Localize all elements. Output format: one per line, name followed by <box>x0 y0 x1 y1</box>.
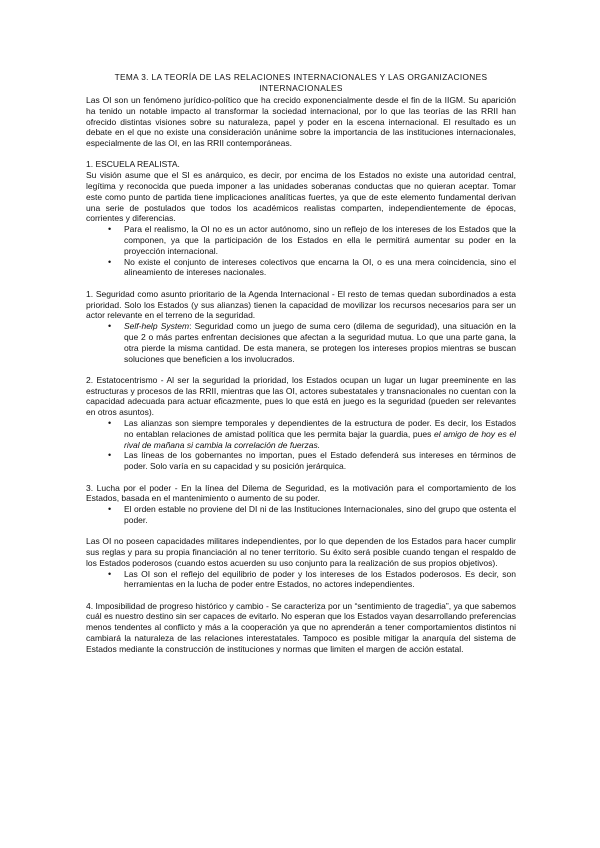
list-item: • Las OI son el reflejo del equilibrio de poder y los intereses de los Estados poderosos. Es decir, son herramientas en la lucha de poder entre Estados, no actores independientes. <box>124 569 516 591</box>
list-item <box>124 418 516 450</box>
point-1-bullet-list <box>86 321 516 364</box>
list-item: • El orden estable no proviene del DI ni de las Instituciones Internacionales, sino del grupo que ostenta el poder. <box>124 504 516 526</box>
self-help-description: : Seguridad como un juego de suma cero (dilema de seguridad), una situación en la que 2 o más partes enfrentan decisiones que afectan a la seguridad mutua. Lo que una parte gana, la otra pierde la misma cantidad. De esta manera, se protegen los intereses propios mientras se buscan soluciones que beneficien a los involucrados. <box>124 321 517 364</box>
point-2-bullet-list <box>86 418 516 472</box>
realism-paragraph: Su visión asume que el SI es anárquico, es decir, por encima de los Estados no existe una autoridad central, legítima y reconocida que pueda imponer a las unidades soberanas conductas que no quieran aceptar. Tomar este como punto de partida tiene implicaciones analíticas fuertes, ya que de este elemento fundamental derivan una serie de postulados que todos los académicos realistas comparten, independientemente de épocas, corrientes y diferencias. <box>86 170 516 224</box>
oi-paragraph: Las OI no poseen capacidades militares independientes, por lo que dependen de los Estados para hacer cumplir sus reglas y para su propia financiación al no tener territorio. Su éxito será posible cuando tengan el respaldo de los Estados poderosos (cuando estos acuerden su uso conjunto para la realización de sus propios objetivos). <box>86 536 516 568</box>
point-3-bullet-list <box>86 504 516 526</box>
point-3-paragraph: 3. Lucha por el poder - En la línea del Dilema de Seguridad, es la motivación para el comportamiento de los Estados, basada en el mantenimiento o aumento de su poder. <box>86 482 516 504</box>
page-title: TEMA 3. LA TEORÍA DE LAS RELACIONES INTERNACIONALES Y LAS ORGANIZACIONES INTERNACIONALES <box>114 72 488 93</box>
point-2-paragraph: 2. Estatocentrismo - Al ser la seguridad la prioridad, los Estados ocupan un lugar un lugar preeminente en las estructuras y procesos de las RRII, mientras que las OI, actores subestatales y transnacionales no cuentan con la capacidad adecuada para actuar eficazmente, pues lo que está en juego es la seguridad (pueden ser relevantes en otros asuntos). <box>86 374 516 418</box>
list-item: • Las líneas de los gobernantes no importan, pues el Estado defenderá sus intereses en términos de poder. Solo varía en su capacidad y su posición jerárquica. <box>124 450 516 472</box>
point-4-paragraph: 4. Imposibilidad de progreso histórico y cambio - Se caracteriza por un “sentimiento de tragedia”, ya que sabemos cuál es nuestro destino sin ser capaces de evitarlo. No esperan que los Estados vayan desarrollando preferencias menos tendentes al conflicto y más a la cooperación ya que no aprenderán a tener comportamientos distintos ni cambiará la naturaleza de las relaciones interestatales. Tampoco es posible mitigar la anarquía del sistema de Estados mediante la construcción de instituciones y normas que limiten el margen de acción estatal. <box>86 600 516 654</box>
self-help-term: Self-help System <box>124 321 190 332</box>
oi-bullet-list <box>86 569 516 591</box>
point-1-paragraph: 1. Seguridad como asunto prioritario de la Agenda Internacional - El resto de temas quedan subordinados a esta prioridad. Solo los Estados (y sus alianzas) tienen la capacidad de movilizar los recursos necesarios para ser un actor relevante en el terreno de la seguridad. <box>86 288 516 321</box>
list-item <box>124 321 516 364</box>
alliances-text: Las alianzas son siempre temporales y dependientes de la estructura de poder. Es decir, los Estados no entablan relaciones de amistad política que les permita bajar la guardia, pues <box>124 418 516 439</box>
list-item: • No existe el conjunto de intereses colectivos que encarna la OI, o es una mera coincidencia, sino el alineamiento de intereses nacionales. <box>124 257 516 279</box>
realism-bullet-list <box>86 224 516 278</box>
intro-paragraph: Las OI son un fenómeno jurídico-político que ha crecido exponencialmente desde el fin de la IIGM. Su aparición ha tenido un notable impacto al transformar la sociedad internacional, por lo que las teorías de las RRII han ofrecido distintas visiones sobre su naturaleza, papel y poder en la escena internacional. El resultado es un debate en el que no existe una consideración unánime sobre la importancia de las instituciones internacionales, especialmente de las OI, en las RRII contemporáneas. <box>86 95 516 149</box>
list-item: • Para el realismo, la OI no es un actor autónomo, sino un reflejo de los intereses de los Estados que la componen, ya que la participación de los Estados en ella le permitirá aumentar su poder en la proyección internacional. <box>124 224 516 256</box>
section-heading-escuela-realista: 1. ESCUELA REALISTA. <box>86 159 180 170</box>
alliances-quote: el amigo de hoy es el rival de mañana si cambia la correlación de fuerzas. <box>124 428 517 450</box>
